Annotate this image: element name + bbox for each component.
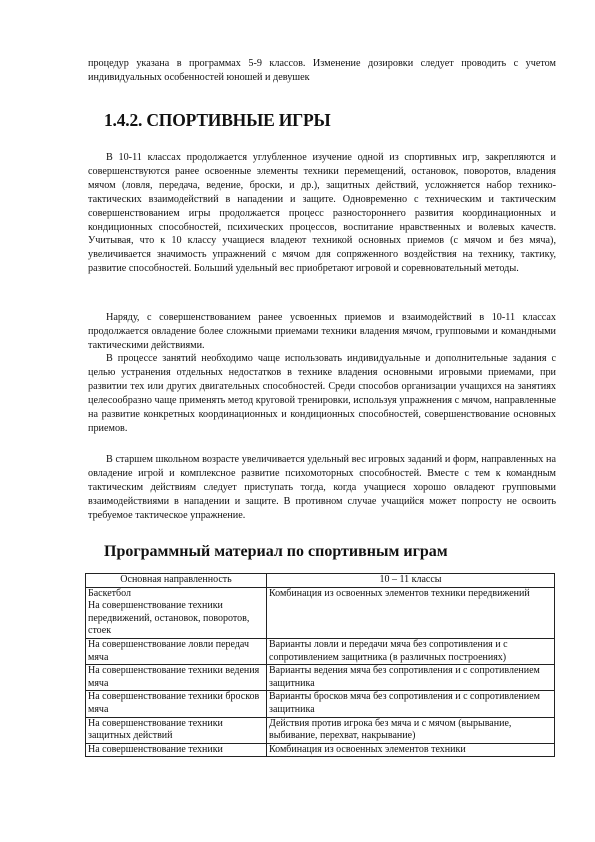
table-cell-content: Комбинация из освоенных элементов техники <box>267 743 555 757</box>
table-row <box>86 691 555 717</box>
table-row <box>86 743 555 757</box>
table-cell-direction: На совершенствование ловли передач мяча <box>86 638 267 664</box>
body-paragraph-3: В процессе занятий необходимо чаще использовать индивидуальные и дополнительные задания с целью устранения отдельных недостатков в технике владения основными игровыми приемами, при развитии тех или других двигательных способностей. Среди способов организации учащихся на занятиях целесообразно чаще применять метод круговой тренировки, используя упражнения с мячом, направленные на развитие конкретных координационных и кондиционных способностей, совершенствование основных приемов. <box>88 353 556 434</box>
table-cell-direction: На совершенствование техники <box>86 743 267 757</box>
table-row <box>86 638 555 664</box>
table-cell-direction: На совершенствование техники защитных действий <box>86 717 267 743</box>
table-cell-content: Варианты ловли и передачи мяча без сопротивления и с сопротивлением защитника (в различных построениях) <box>267 638 555 664</box>
table-header-grades: 10 – 11 классы <box>267 574 555 588</box>
table-row <box>86 717 555 743</box>
body-paragraph-4: В старшем школьном возрасте увеличивается удельный вес игровых заданий и форм, направленных на овладение игрой и комплексное развитие психомоторных способностей. Вместе с тем к командным тактическим действиям следует приступать тогда, когда учащиеся хорошо овладеют групповыми взаимодействиями в нападении и защите. В противном случае учащийся может попросту не освоить требуемое тактическое упражнение. <box>88 454 556 521</box>
body-paragraph-2: Наряду, с совершенствованием ранее усвоенных приемов и взаимодействий в 10-11 классах продолжается овладение более сложными приемами техники владения мячом, групповыми и командными тактическими действиями. <box>88 312 556 351</box>
program-table <box>85 573 555 757</box>
table-row <box>86 665 555 691</box>
table-row <box>86 587 555 638</box>
section-heading: 1.4.2. СПОРТИВНЫЕ ИГРЫ <box>104 110 331 130</box>
table-header-direction: Основная направленность <box>86 574 267 588</box>
table-cell-content: Варианты бросков мяча без сопротивления и с сопротивлением защитника <box>267 691 555 717</box>
table-cell-direction: Баскетбол На совершенствование техники передвижений, остановок, поворотов, стоек <box>86 587 267 638</box>
table-cell-direction: На совершенствование техники ведения мяча <box>86 665 267 691</box>
program-heading: Программный материал по спортивным играм <box>104 543 448 560</box>
table-cell-content: Комбинация из освоенных элементов техники передвижений <box>267 587 555 638</box>
table-cell-content: Действия против игрока без мяча и с мячом (вырывание, выбивание, перехват, накрывание) <box>267 717 555 743</box>
top-paragraph: процедур указана в программах 5-9 классов. Изменение дозировки следует проводить с учетом индивидуальных особенностей юношей и девушек <box>88 58 556 83</box>
table-header-row <box>86 574 555 588</box>
table-cell-content: Варианты ведения мяча без сопротивления и с сопротивлением защитника <box>267 665 555 691</box>
table-cell-direction: На совершенствование техники бросков мяча <box>86 691 267 717</box>
body-paragraph-1: В 10-11 классах продолжается углубленное изучение одной из спортивных игр, закрепляются и совершенствуются ранее освоенные элементы техники перемещений, остановок, поворотов, владения мячом (ловля, передача, ведение, броски, и др.), защитных действий, усложняется набор технико-тактических взаимодействий в нападении и защите. Одновременно с техническим и тактическим совершенствованием игры продолжается процесс разностороннего развития координационных и кондиционных способностей, психических процессов, воспитание нравственных и волевых качеств. Учитывая, что к 10 классу учащиеся владеют техникой основных приемов (с мячом и без мяча), увеличивается значимость упражнений с мячом для сопряженного воздействия на технику, тактику, развитие способностей. Больший удельный вес приобретают игровой и соревновательный методы. <box>88 152 556 275</box>
